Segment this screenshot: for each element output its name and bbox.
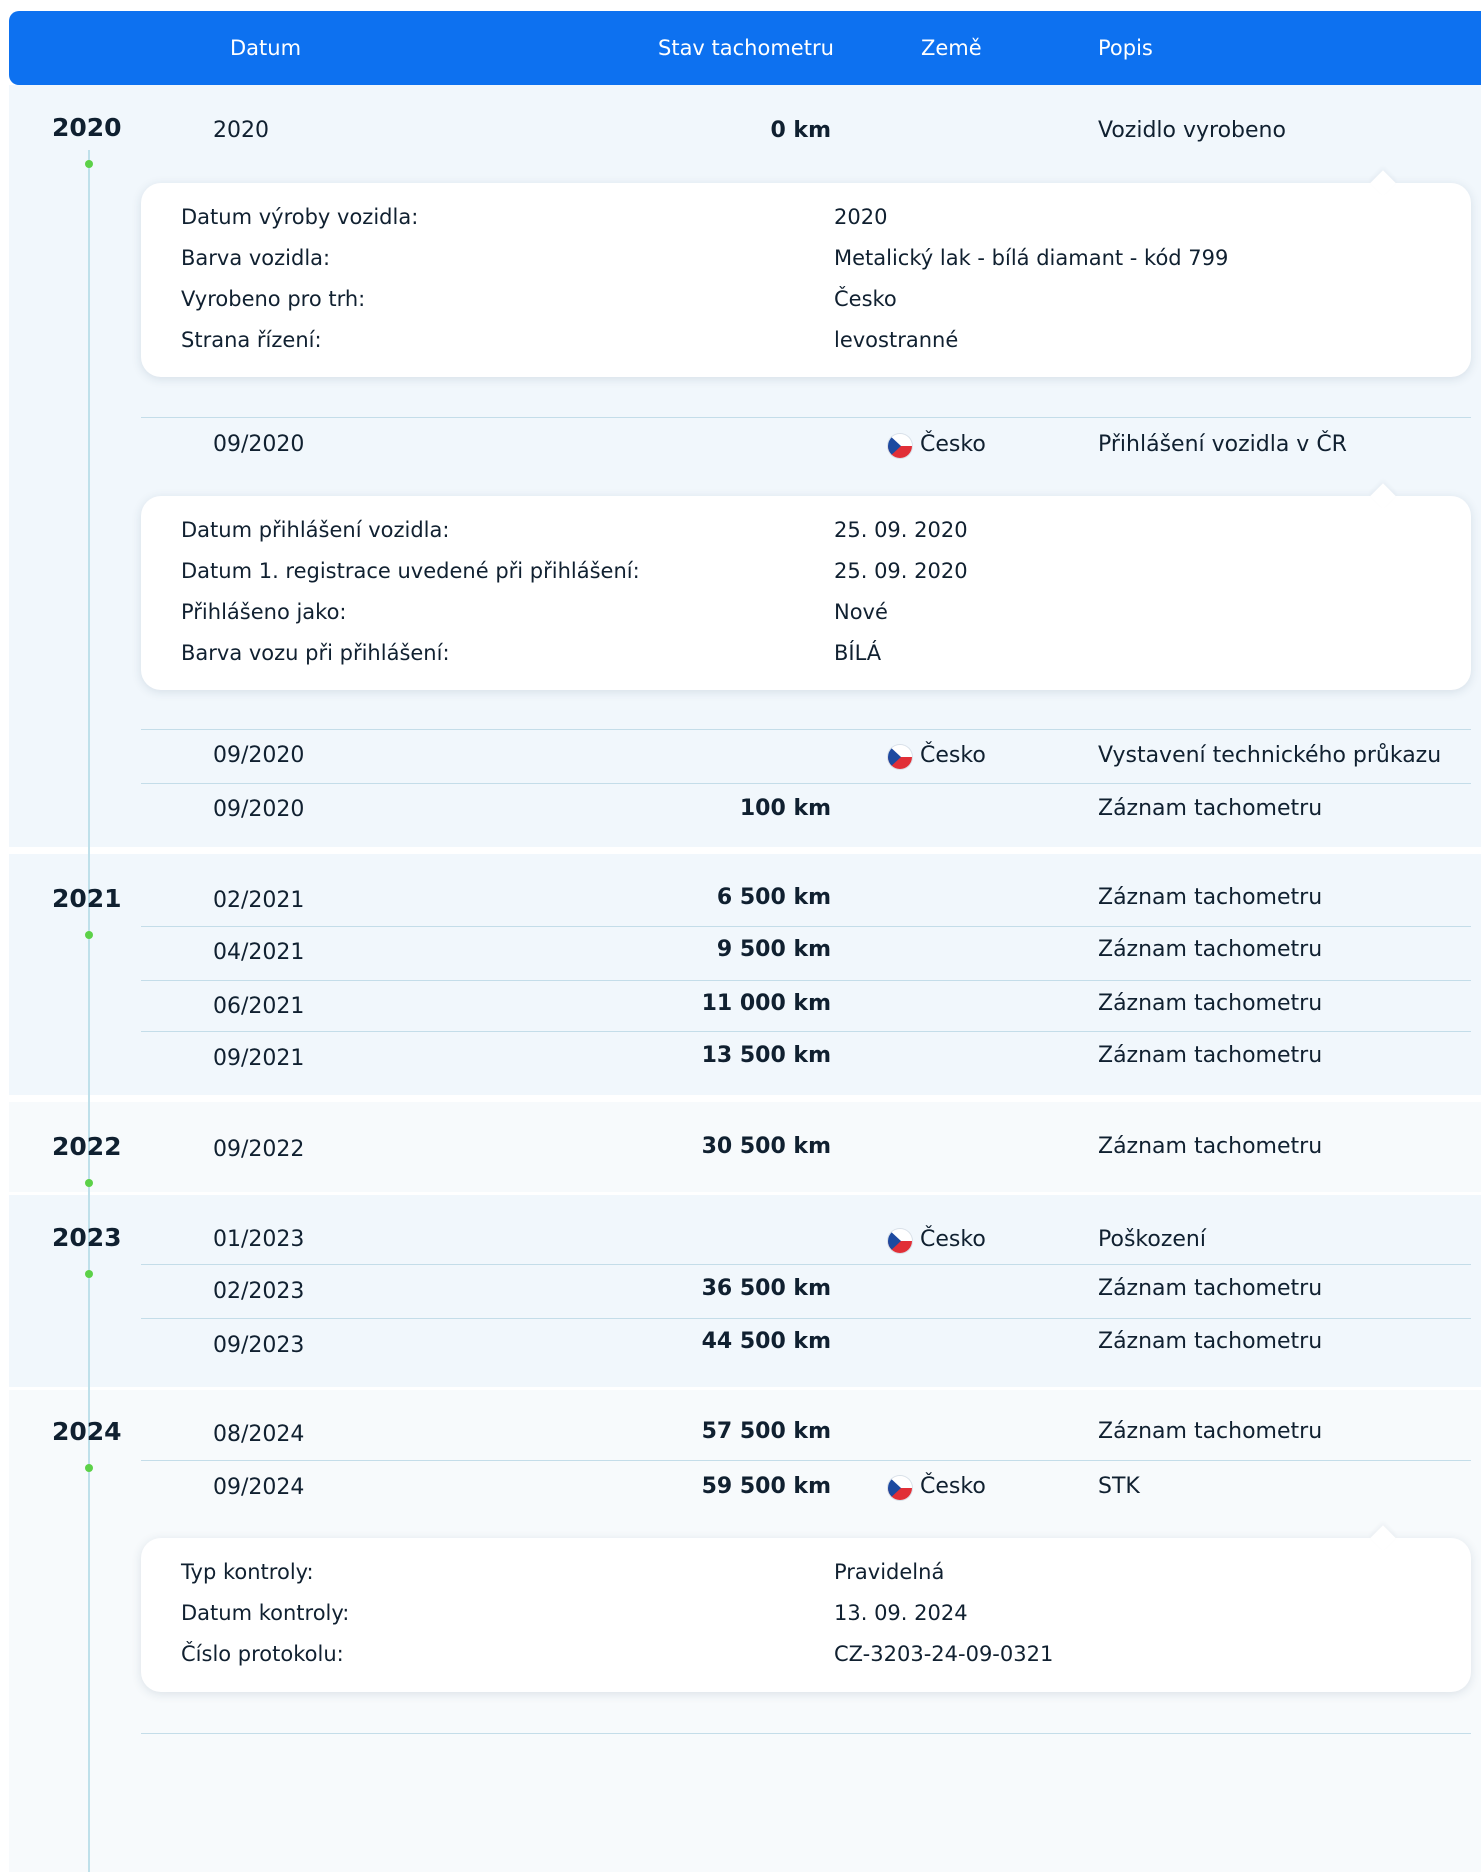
row-separator [141, 980, 1471, 981]
row-separator [141, 729, 1471, 730]
detail-value: 13. 09. 2024 [834, 1601, 968, 1625]
detail-value: Nové [834, 600, 888, 624]
row-country: Česko [920, 1474, 986, 1499]
header-popis[interactable]: Popis [1098, 36, 1153, 60]
detail-label: Datum 1. registrace uvedené při přihlášení: [181, 559, 640, 583]
row-date: 09/2021 [213, 1046, 305, 1071]
detail-label: Datum přihlášení vozidla: [181, 518, 450, 542]
row-odometer: 57 500 km [701, 1419, 831, 1444]
row-odometer: 44 500 km [701, 1329, 831, 1354]
row-odometer: 6 500 km [716, 885, 831, 910]
czech-flag-icon [888, 1476, 912, 1500]
row-separator [141, 1460, 1471, 1461]
row-date: 08/2024 [213, 1422, 305, 1447]
detail-value: BÍLÁ [834, 641, 882, 665]
row-date: 01/2023 [213, 1227, 305, 1252]
detail-value: levostranné [834, 328, 959, 352]
row-country: Česko [920, 432, 986, 457]
header-datum[interactable]: Datum [230, 36, 302, 60]
row-date: 2020 [213, 118, 269, 143]
row-date: 06/2021 [213, 994, 305, 1019]
row-odometer: 0 km [770, 118, 831, 143]
row-date: 09/2024 [213, 1475, 305, 1500]
row-odometer: 13 500 km [701, 1043, 831, 1068]
row-country: Česko [920, 1227, 986, 1252]
year-label: 2021 [52, 884, 122, 913]
detail-label: Přihlášeno jako: [181, 600, 347, 624]
row-description[interactable]: Záznam tachometru [1098, 885, 1323, 910]
row-date: 09/2020 [213, 743, 305, 768]
detail-card-registration [141, 496, 1471, 690]
row-description[interactable]: Záznam tachometru [1098, 1134, 1323, 1159]
detail-label: Vyrobeno pro trh: [181, 287, 366, 311]
detail-value: CZ-3203-24-09-0321 [834, 1642, 1054, 1666]
detail-value: 2020 [834, 205, 888, 229]
detail-label: Číslo protokolu: [181, 1642, 344, 1666]
row-date: 02/2023 [213, 1279, 305, 1304]
row-date: 04/2021 [213, 940, 305, 965]
detail-label: Typ kontroly: [181, 1560, 314, 1584]
row-date: 09/2023 [213, 1333, 305, 1358]
row-description[interactable]: Záznam tachometru [1098, 796, 1323, 821]
row-odometer: 30 500 km [701, 1134, 831, 1159]
row-description[interactable]: Vystavení technického průkazu [1098, 743, 1442, 768]
row-description[interactable]: Záznam tachometru [1098, 1419, 1323, 1444]
row-separator [141, 1031, 1471, 1032]
row-odometer: 36 500 km [701, 1276, 831, 1301]
detail-label: Barva vozu při přihlášení: [181, 641, 450, 665]
row-date: 09/2022 [213, 1137, 305, 1162]
detail-value: 25. 09. 2020 [834, 518, 968, 542]
row-description[interactable]: Záznam tachometru [1098, 1276, 1323, 1301]
detail-label: Strana řízení: [181, 328, 322, 352]
row-description[interactable]: Záznam tachometru [1098, 1043, 1323, 1068]
detail-value: Metalický lak - bílá diamant - kód 799 [834, 246, 1229, 270]
row-date: 09/2020 [213, 432, 305, 457]
row-separator [141, 1264, 1471, 1265]
row-separator [141, 1318, 1471, 1319]
row-separator [141, 1733, 1471, 1734]
year-label: 2024 [52, 1417, 122, 1446]
row-separator [141, 417, 1471, 418]
timeline-dot [85, 1464, 93, 1472]
row-date: 09/2020 [213, 797, 305, 822]
row-odometer: 11 000 km [701, 991, 831, 1016]
row-odometer: 100 km [739, 796, 831, 821]
row-description[interactable]: Záznam tachometru [1098, 991, 1323, 1016]
row-odometer: 9 500 km [716, 937, 831, 962]
czech-flag-icon [888, 434, 912, 458]
czech-flag-icon [888, 1229, 912, 1253]
detail-label: Datum výroby vozidla: [181, 205, 419, 229]
czech-flag-icon [888, 745, 912, 769]
timeline-line [88, 150, 90, 1872]
row-description[interactable]: Záznam tachometru [1098, 1329, 1323, 1354]
detail-value: Pravidelná [834, 1560, 945, 1584]
row-date: 02/2021 [213, 888, 305, 913]
year-label: 2020 [52, 113, 122, 142]
header-zeme[interactable]: Země [921, 36, 982, 60]
detail-value: 25. 09. 2020 [834, 559, 968, 583]
timeline-dot [85, 931, 93, 939]
row-description[interactable]: Přihlášení vozidla v ČR [1098, 432, 1347, 457]
header-stav-tachometru[interactable]: Stav tachometru [658, 36, 834, 60]
year-label: 2022 [52, 1132, 122, 1161]
row-separator [141, 783, 1471, 784]
table-header [9, 11, 1481, 85]
year-label: 2023 [52, 1223, 122, 1252]
detail-card-inspection [141, 1538, 1471, 1692]
timeline-dot [85, 1179, 93, 1187]
detail-card-manufacture [141, 183, 1471, 377]
timeline-dot [85, 1270, 93, 1278]
row-separator [141, 926, 1471, 927]
row-odometer: 59 500 km [701, 1474, 831, 1499]
row-description[interactable]: Vozidlo vyrobeno [1098, 118, 1286, 143]
row-description[interactable]: Poškození [1098, 1227, 1206, 1252]
timeline-dot [85, 160, 93, 168]
row-description[interactable]: STK [1098, 1474, 1140, 1499]
detail-value: Česko [834, 287, 897, 311]
detail-label: Barva vozidla: [181, 246, 331, 270]
row-country: Česko [920, 743, 986, 768]
row-description[interactable]: Záznam tachometru [1098, 937, 1323, 962]
detail-label: Datum kontroly: [181, 1601, 350, 1625]
